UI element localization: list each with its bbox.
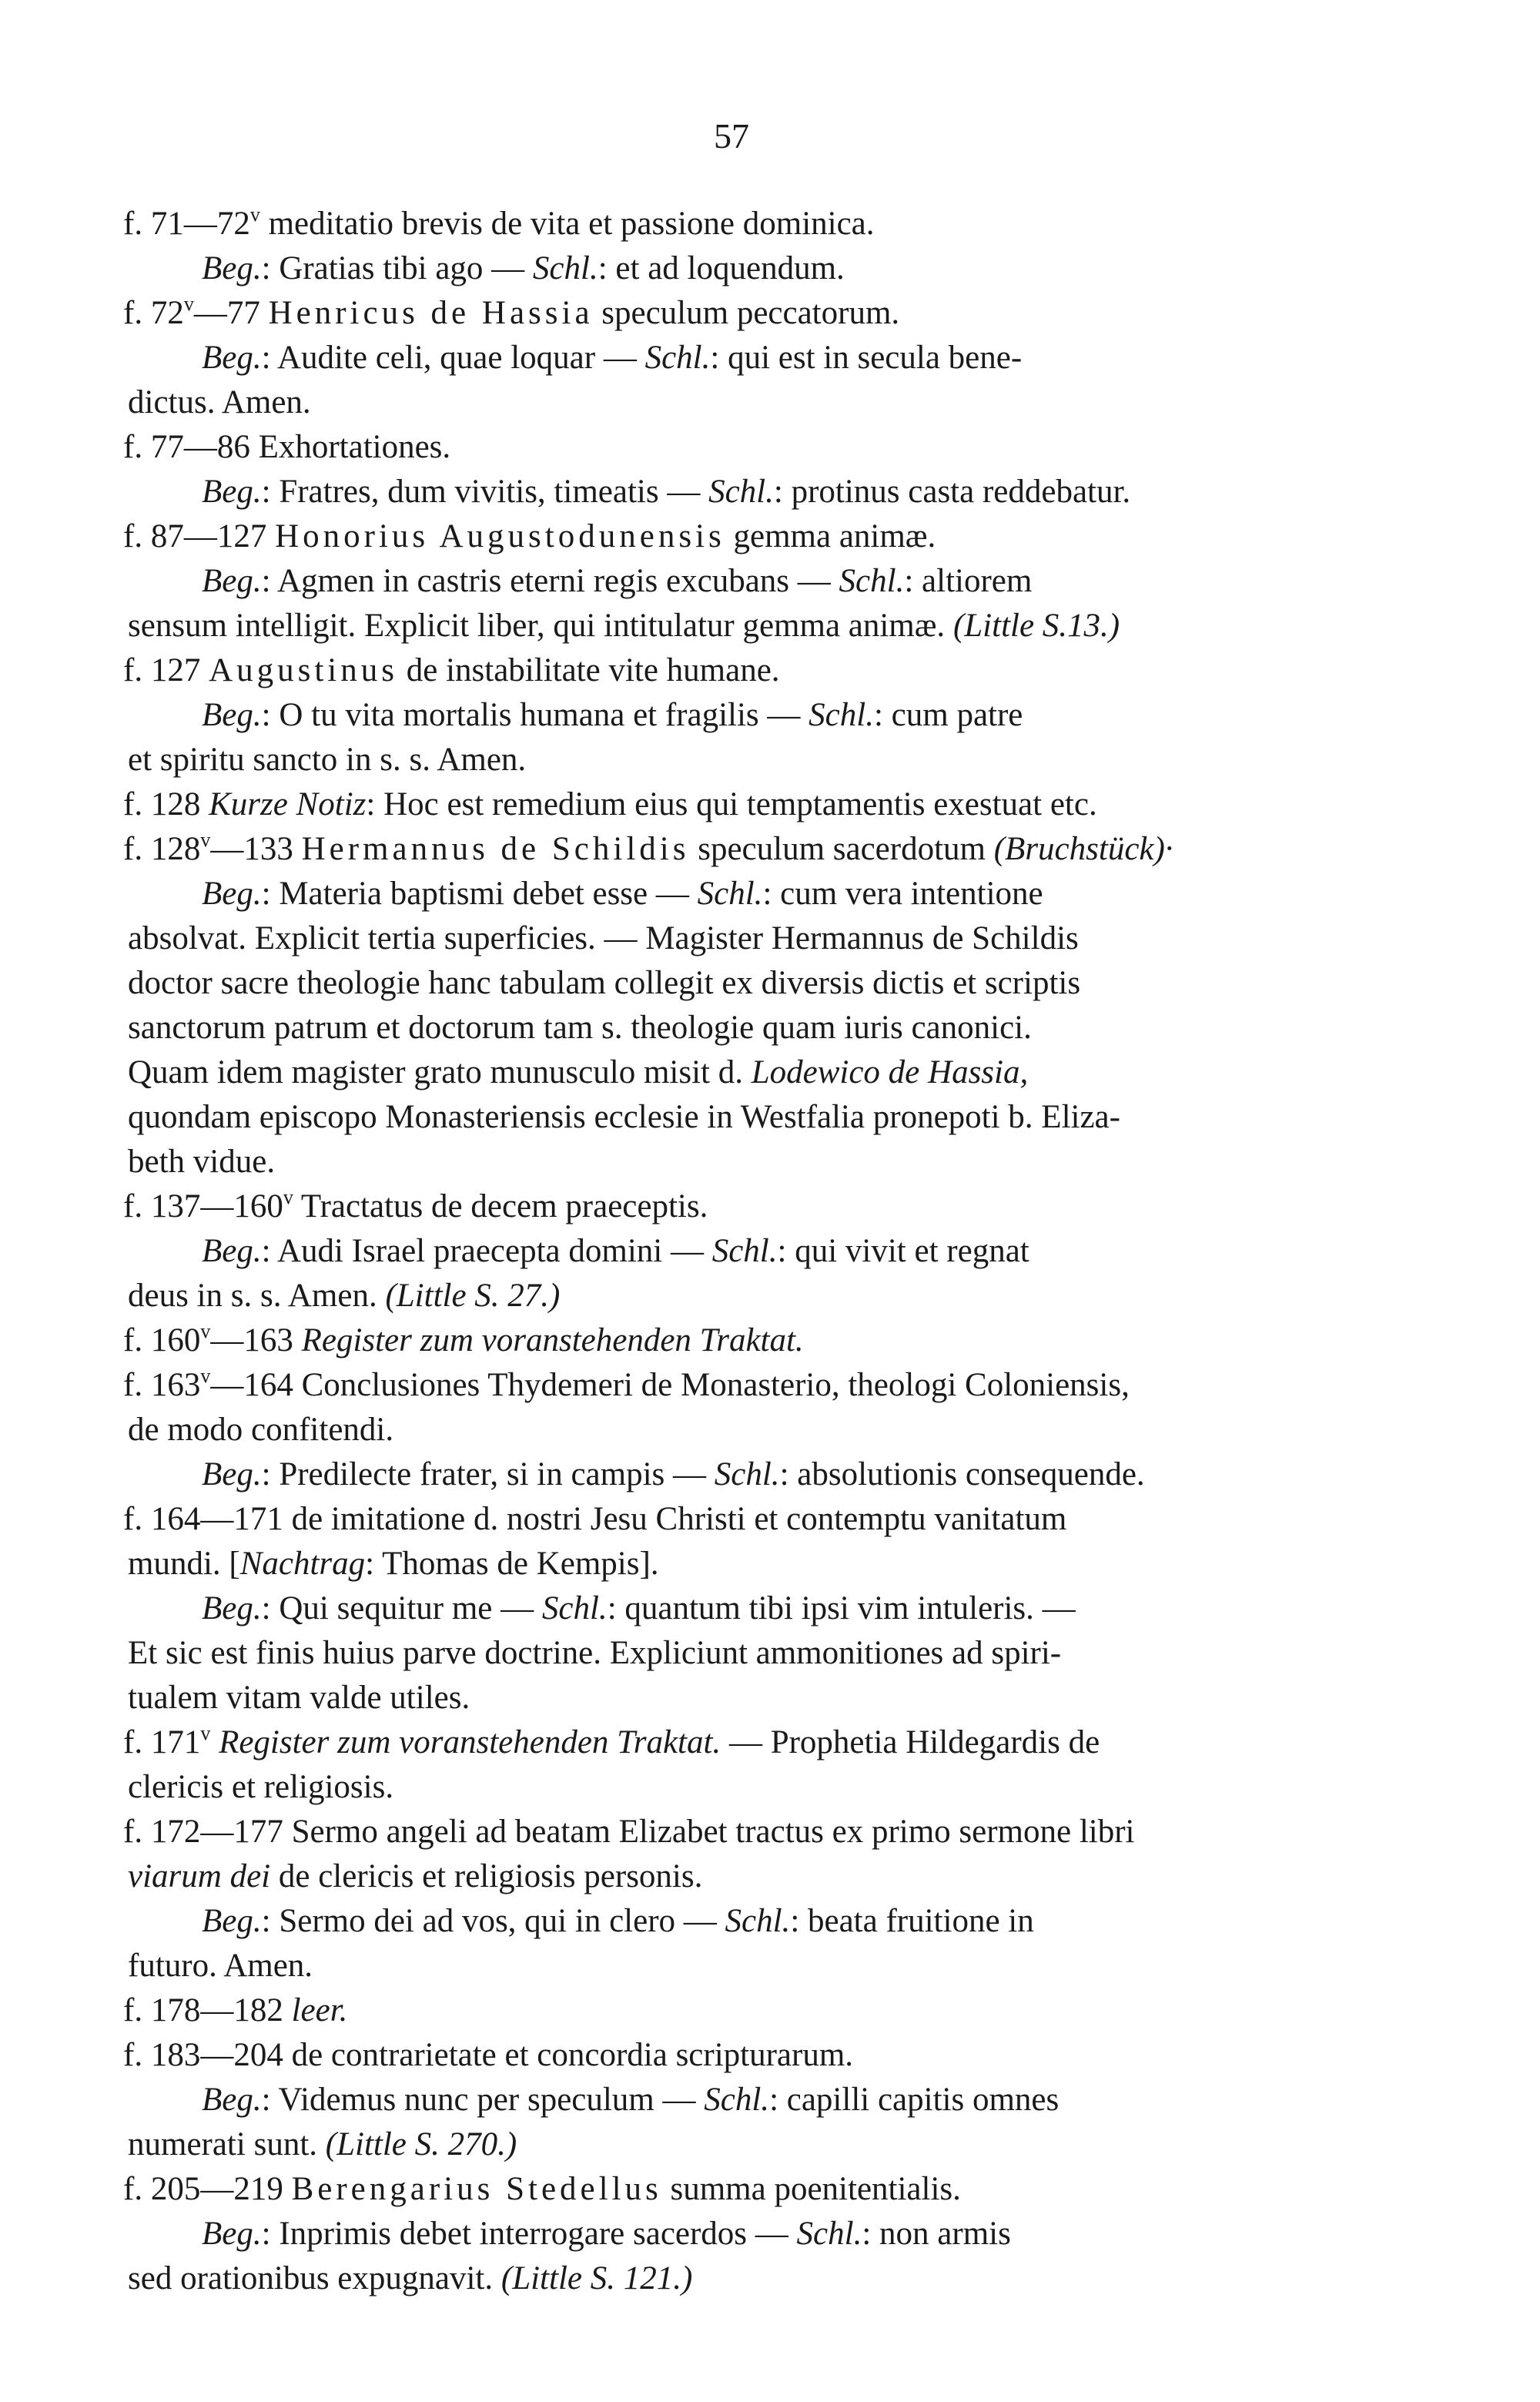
entry-text: et spiritu sancto in s. s. Amen. xyxy=(128,742,527,778)
entry-text: sensum intelligit. Explicit liber, qui intitulatur gemma animæ. (Little S.13.) xyxy=(128,608,1120,644)
entry-heading: f. 164—171 de imitatione d. nostri Jesu Christi et contemptu vanitatum xyxy=(123,1501,1067,1537)
entry-incipit: Beg.: Gratias tibi ago — Schl.: et ad loquendum. xyxy=(202,250,845,286)
entry-text: de modo confitendi. xyxy=(128,1412,394,1448)
entry-text: beth vidue. xyxy=(128,1144,276,1180)
page-number: 57 xyxy=(714,116,749,156)
entry-incipit: Beg.: Agmen in castris eterni regis excubans — Schl.: altiorem xyxy=(202,563,1033,599)
entry-heading: f. 160$^v$—163 Register zum voranstehenden Traktat. xyxy=(123,1319,804,1358)
entry-heading: f. 172—177 Sermo angeli ad beatam Elizabet tractus ex primo sermone libri xyxy=(123,1814,1135,1850)
entry-text: viarum dei de clericis et religiosis personis. xyxy=(128,1858,703,1894)
entry-text: deus in s. s. Amen. (Little S. 27.) xyxy=(128,1278,561,1314)
entry-heading: f. 178—182 leer. xyxy=(123,1992,348,2028)
entry-incipit: Beg.: Fratres, dum vivitis, timeatis — Schl.: protinus casta reddebatur. xyxy=(202,474,1131,510)
entry-text: clericis et religiosis. xyxy=(128,1769,394,1805)
entry-text: futuro. Amen. xyxy=(128,1948,313,1984)
entry-text: tualem vitam valde utiles. xyxy=(128,1680,470,1716)
entry-text: dictus. Amen. xyxy=(128,384,311,420)
entry-heading: f. 128$^v$—133 Hermannus de Schildis speculum sacerdotum (Bruchstück)· xyxy=(123,828,1173,867)
entry-heading: f. 128 Kurze Notiz: Hoc est remedium eius qui temptamentis exestuat etc. xyxy=(123,786,1097,822)
entry-text: absolvat. Explicit tertia superficies. — Magister Hermannus de Schildis xyxy=(128,920,1079,956)
entry-text: Quam idem magister grato munusculo misit d. Lodewico de Hassia, xyxy=(128,1054,1029,1090)
entry-text: mundi. [Nachtrag: Thomas de Kempis]. xyxy=(128,1546,659,1582)
entry-heading: f. 137—160$^v$ Tractatus de decem praeceptis. xyxy=(123,1185,708,1224)
entry-heading: f. 183—204 de contrarietate et concordia scripturarum. xyxy=(123,2037,854,2073)
entry-incipit: Beg.: Qui sequitur me — Schl.: quantum tibi ipsi vim intuleris. — xyxy=(202,1590,1076,1626)
entry-incipit: Beg.: Materia baptismi debet esse — Schl.: cum vera intentione xyxy=(202,876,1043,912)
entry-incipit: Beg.: Videmus nunc per speculum — Schl.: capilli capitis omnes xyxy=(202,2082,1060,2118)
entry-heading: f. 71—72$^v$ meditatio brevis de vita et passione dominica. xyxy=(123,203,875,242)
entry-heading: f. 127 Augustinus de instabilitate vite humane. xyxy=(123,652,780,688)
entry-text: numerati sunt. (Little S. 270.) xyxy=(128,2126,517,2162)
entry-heading: f. 72$^v$—77 Henricus de Hassia speculum peccatorum. xyxy=(123,292,900,331)
entry-text: sed orationibus expugnavit. (Little S. 121.) xyxy=(128,2260,693,2296)
entry-heading: f. 171$^v$ Register zum voranstehenden Traktat. — Prophetia Hildegardis de xyxy=(123,1721,1100,1760)
entry-heading: f. 205—219 Berengarius Stedellus summa poenitentialis. xyxy=(123,2171,961,2207)
entry-heading: f. 77—86 Exhortationes. xyxy=(123,429,451,465)
entry-heading: f. 87—127 Honorius Augustodunensis gemma animæ. xyxy=(123,518,936,554)
entry-text: quondam episcopo Monasteriensis ecclesie in Westfalia pronepoti b. Eliza- xyxy=(128,1099,1120,1135)
entry-text: Et sic est finis huius parve doctrine. Expliciunt ammonitiones ad spiri- xyxy=(128,1635,1062,1671)
entry-incipit: Beg.: Sermo dei ad vos, qui in clero — Schl.: beata fruitione in xyxy=(202,1903,1034,1939)
entry-incipit: Beg.: Audi Israel praecepta domini — Schl.: qui vivit et regnat xyxy=(202,1233,1029,1269)
entry-incipit: Beg.: Predilecte frater, si in campis — Schl.: absolutionis consequende. xyxy=(202,1456,1145,1492)
entry-incipit: Beg.: O tu vita mortalis humana et fragilis — Schl.: cum patre xyxy=(202,697,1023,733)
entry-text: sanctorum patrum et doctorum tam s. theologie quam iuris canonici. xyxy=(128,1010,1032,1046)
entry-heading: f. 163$^v$—164 Conclusiones Thydemeri de Monasterio, theologi Coloniensis, xyxy=(123,1364,1130,1403)
entry-text: doctor sacre theologie hanc tabulam collegit ex diversis dictis et scriptis xyxy=(128,965,1081,1001)
entry-incipit: Beg.: Inprimis debet interrogare sacerdos — Schl.: non armis xyxy=(202,2216,1011,2252)
entry-incipit: Beg.: Audite celi, quae loquar — Schl.: qui est in secula bene- xyxy=(202,340,1023,376)
